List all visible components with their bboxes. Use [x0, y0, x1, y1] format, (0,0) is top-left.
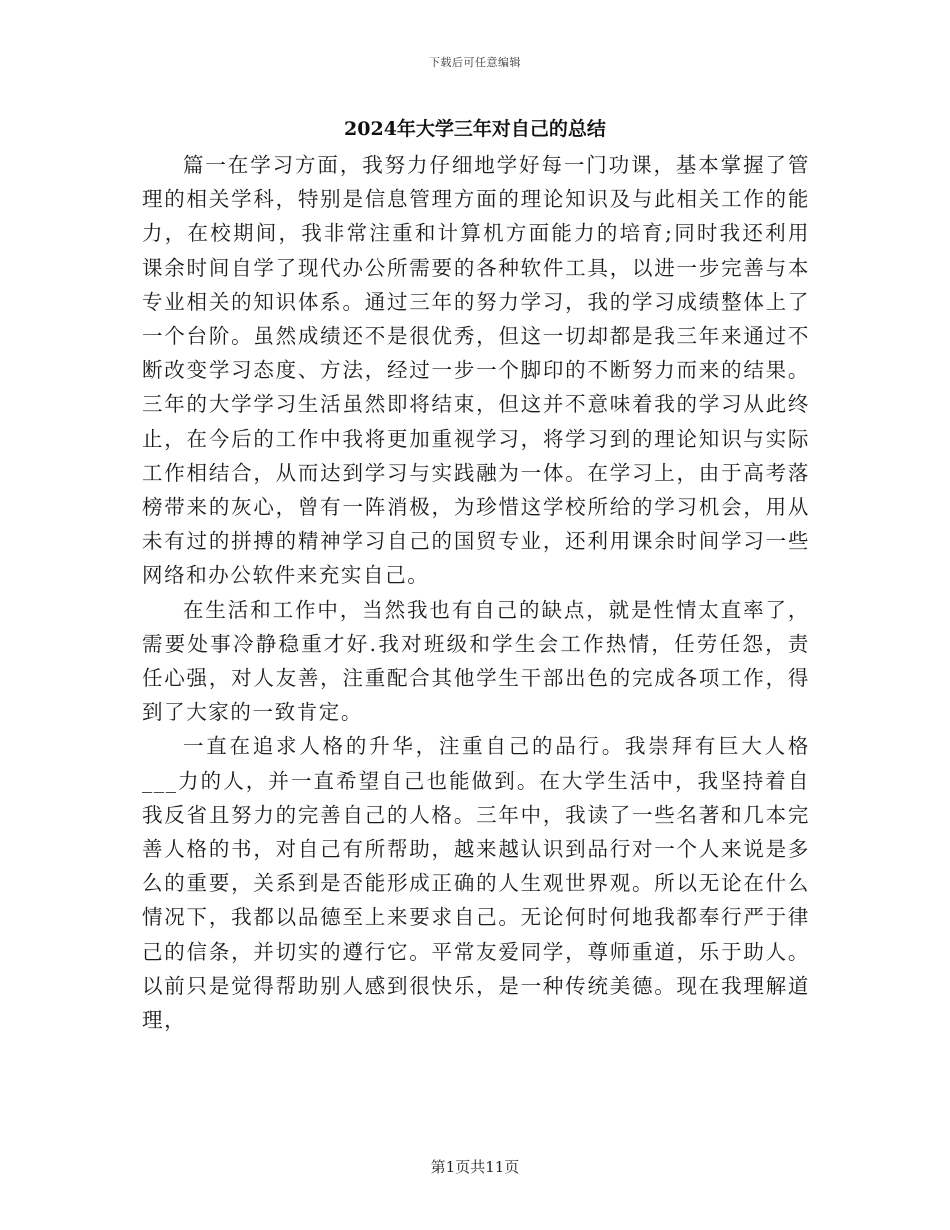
header-note: 下载后可任意编辑: [429, 56, 521, 69]
document-title: 2024年大学三年对自己的总结: [344, 118, 606, 140]
document-body: [142, 148, 810, 1037]
paragraph-2: 在生活和工作中，当然我也有自己的缺点，就是性情太直率了，需要处事冷静稳重才好.我对班级和学生会工作热情，任劳任怨，责任心强，对人友善，注重配合其他学生干部出色的完成各项工作，得到了大家的一致肯定。: [142, 597, 810, 725]
page-number: 第1页共11页: [430, 1158, 520, 1176]
paragraph-1: 篇一在学习方面，我努力仔细地学好每一门功课，基本掌握了管理的相关学科，特别是信息管理方面的理论知识及与此相关工作的能力，在校期间，我非常注重和计算机方面能力的培育;同时我还利用课余时间自学了现代办公所需要的各种软件工具，以进一步完善与本专业相关的知识体系。通过三年的努力学习，我的学习成绩整体上了一个台阶。虽然成绩还不是很优秀，但这一切却都是我三年来通过不断改变学习态度、方法，经过一步一个脚印的不断努力而来的结果。三年的大学学习生活虽然即将结束，但这并不意味着我的学习从此终止，在今后的工作中我将更加重视学习，将学习到的理论知识与实际工作相结合，从而达到学习与实践融为一体。在学习上，由于高考落榜带来的灰心，曾有一阵消极，为珍惜这学校所给的学习机会，用从未有过的拼搏的精神学习自己的国贸专业，还利用课余时间学习一些网络和办公软件来充实自己。: [142, 153, 810, 588]
paragraph-3: 一直在追求人格的升华，注重自己的品行。我崇拜有巨大人格___力的人，并一直希望自己也能做到。在大学生活中，我坚持着自我反省且努力的完善自己的人格。三年中，我读了一些名著和几本完善人格的书，对自己有所帮助，越来越认识到品行对一个人来说是多么的重要，关系到是否能形成正确的人生观世界观。所以无论在什么情况下，我都以品德至上来要求自己。无论何时何地我都奉行严于律己的信条，并切实的遵行它。平常友爱同学，尊师重道，乐于助人。以前只是觉得帮助别人感到很快乐，是一种传统美德。现在我理解道理，: [142, 734, 810, 1033]
